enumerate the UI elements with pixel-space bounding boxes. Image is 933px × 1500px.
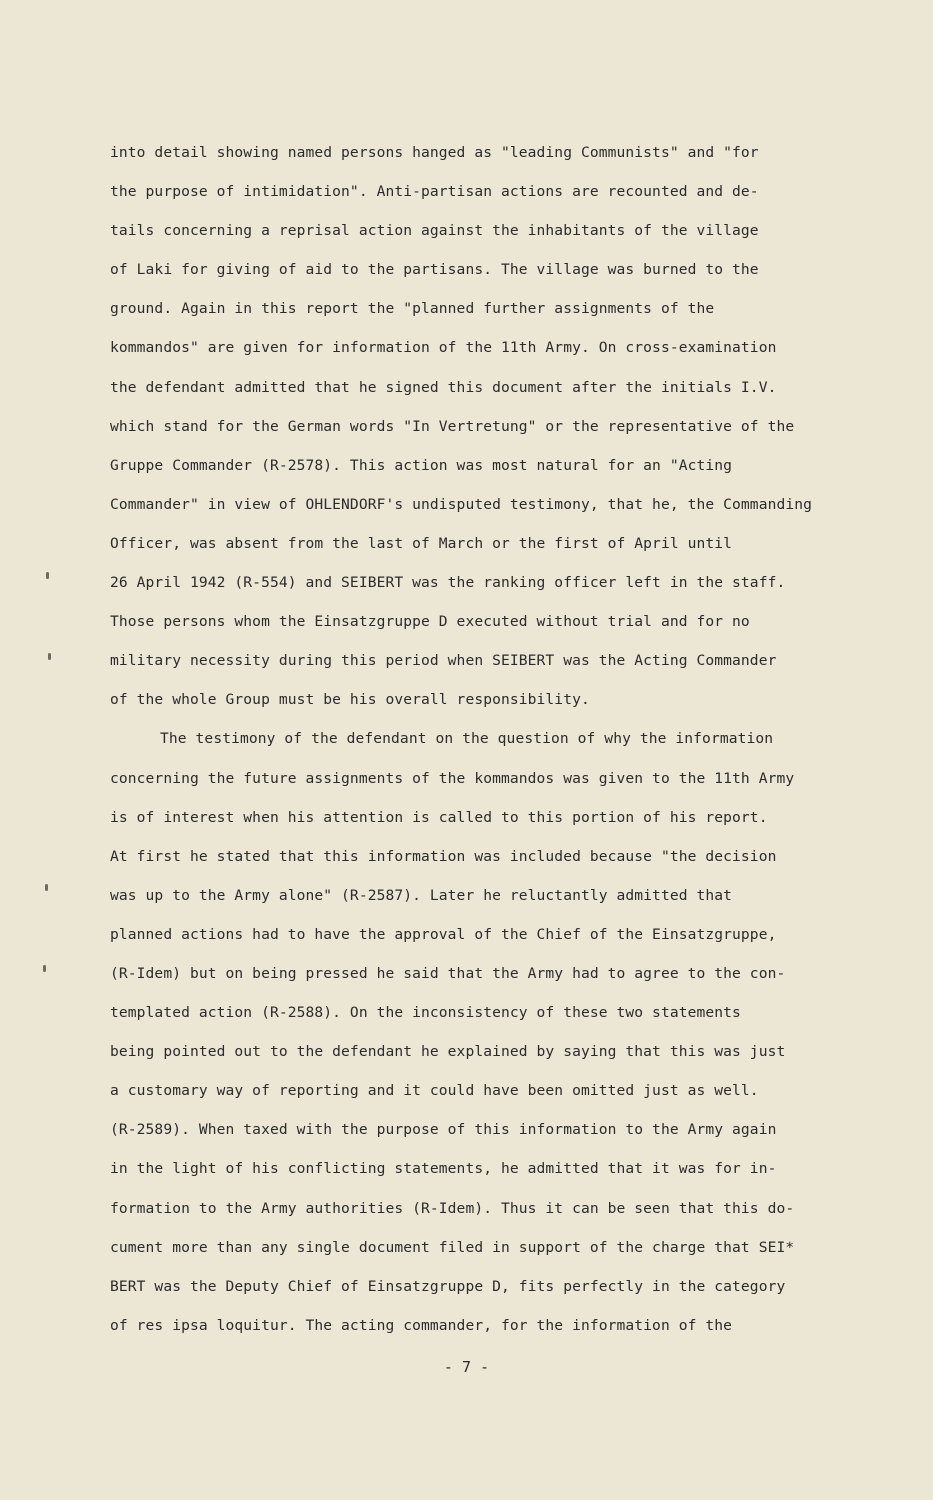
text-line: tails concerning a reprisal action against the inhabitants of the village [110,222,759,240]
text-line: the defendant admitted that he signed this document after the initials I.V. [110,378,777,396]
margin-punch-mark [46,572,49,579]
text-line: ground. Again in this report the "planned further assignments of the [110,300,715,318]
text-line: into detail showing named persons hanged as "leading Communists" and "for [110,144,759,161]
text-line: cument more than any single document filed in support of the charge that SEI* [110,1238,795,1256]
margin-punch-mark [48,653,51,660]
text-line: of res ipsa loquitur. The acting commander, for the information of the [110,1316,733,1334]
text-line: of Laki for giving of aid to the partisans. The village was burned to the [110,261,759,279]
text-line: Gruppe Commander (R-2578). This action was most natural for an "Acting [110,456,733,474]
text-line: of the whole Group must be his overall responsibility. [110,691,590,709]
text-line: is of interest when his attention is called to this portion of his report. [110,808,768,826]
text-line: the purpose of intimidation". Anti-partisan actions are recounted and de- [110,183,759,201]
body-text [110,133,880,1345]
text-line: kommandos" are given for information of the 11th Army. On cross-examination [110,339,777,357]
text-line: formation to the Army authorities (R-Idem). Thus it can be seen that this do- [110,1199,795,1217]
text-line: templated action (R-2588). On the inconsistency of these two statements [110,1004,741,1022]
text-line: At first he stated that this information was included because "the decision [110,847,777,865]
text-line: which stand for the German words "In Vertretung" or the representative of the [110,417,795,435]
text-line: planned actions had to have the approval of the Chief of the Einsatzgruppe, [110,925,777,943]
text-line: military necessity during this period when SEIBERT was the Acting Commander [110,652,777,670]
margin-punch-mark [43,965,46,972]
text-line: a customary way of reporting and it could have been omitted just as well. [110,1082,759,1100]
text-line: Those persons whom the Einsatzgruppe D executed without trial and for no [110,613,750,631]
text-line: (R-Idem) but on being pressed he said that the Army had to agree to the con- [110,964,786,982]
page-number: - 7 - [443,1358,490,1376]
text-line: Officer, was absent from the last of March or the first of April until [110,534,733,552]
text-line: was up to the Army alone" (R-2587). Later he reluctantly admitted that [110,886,733,904]
paragraph-start-line: The testimony of the defendant on the question of why the information [160,730,774,748]
text-line: 26 April 1942 (R-554) and SEIBERT was the ranking officer left in the staff. [110,574,786,592]
text-line: concerning the future assignments of the kommandos was given to the 11th Army [110,769,795,787]
margin-punch-mark [45,884,48,891]
text-line: BERT was the Deputy Chief of Einsatzgruppe D, fits perfectly in the category [110,1277,786,1295]
text-line: (R-2589). When taxed with the purpose of this information to the Army again [110,1121,777,1139]
text-line: in the light of his conflicting statements, he admitted that it was for in- [110,1160,777,1178]
text-line: Commander" in view of OHLENDORF's undisputed testimony, that he, the Commanding [110,495,813,513]
text-line: being pointed out to the defendant he explained by saying that this was just [110,1043,786,1061]
